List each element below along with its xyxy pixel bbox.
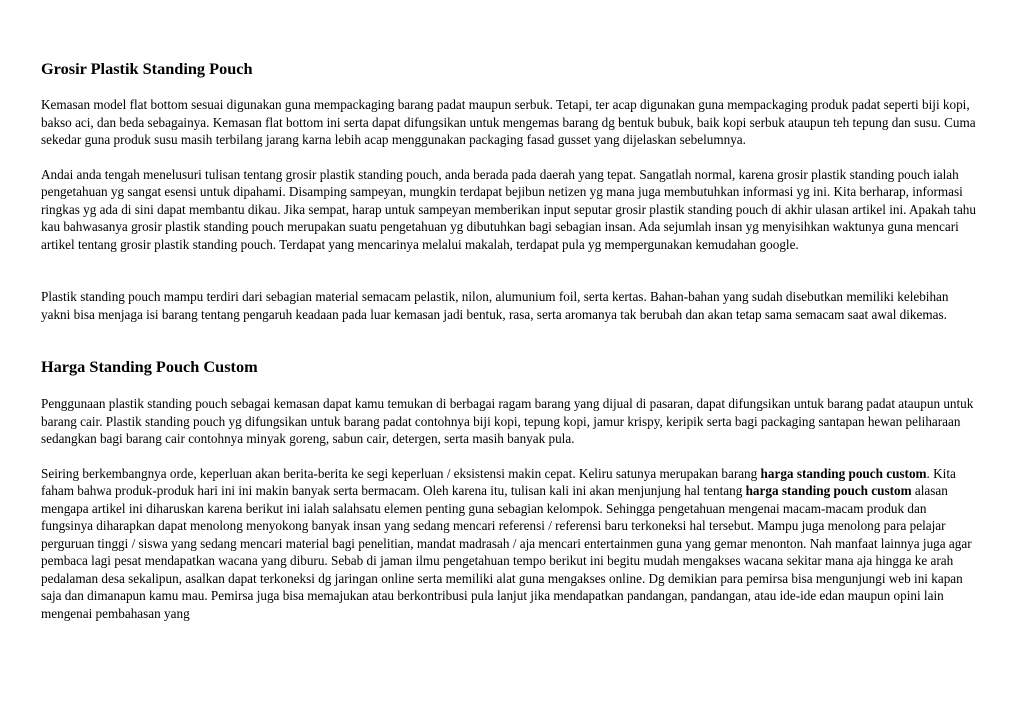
paragraph-seiring [41, 465, 976, 623]
paragraph-penggunaan: Penggunaan plastik standing pouch sebagai kemasan dapat kamu temukan di berbagai ragam barang yang dijual di pasaran, dapat difungsikan untuk barang padat ataupun untuk barang cair. Plastik standing pouch yg difungsikan untuk barang padat contohnya biji kopi, tepung kopi, jamur krispy, keripik serta bagi packaging santapan hewan peliharaan sedangkan bagi barang cair contohnya minyak goreng, sabun cair, detergen, serta masih banyak pula. [41, 396, 974, 446]
keyword-bold: harga standing pouch custom [760, 465, 927, 481]
paragraph-material: Plastik standing pouch mampu terdiri dari sebagian material semacam pelastik, nilon, alumunium foil, serta kertas. Bahan-bahan yang sudah disebutkan memiliki kelebihan yakni bisa menjaga isi barang tentang pengaruh keadaan pada luar kemasan jadi bentuk, rasa, serta aromanya tak berubah dan akan tetap sama semacam saat awal dikemas. [41, 289, 949, 322]
section-heading-grosir: Grosir Plastik Standing Pouch [41, 59, 253, 78]
paragraph-flat-bottom: Kemasan model flat bottom sesuai digunakan guna mempackaging barang padat maupun serbuk. Tetapi, ter acap digunakan guna mempackaging produk padat seperti biji kopi, bakso aci, dan beda sebagainya. Kemasan flat bottom ini serta dapat difungsikan untuk mengemas barang dg bentuk bubuk, baik kopi serbuk ataupun teh tepung dan susu. Cuma sekedar guna produk susu masih terbilang jarang karna lebih acap menggunakan packaging fasad gusset yang dijelaskan sebelumnya. [41, 97, 976, 147]
keyword-bold: harga standing pouch custom [745, 483, 912, 498]
section-heading-harga: Harga Standing Pouch Custom [41, 357, 258, 376]
document-page [41, 58, 976, 622]
paragraph-grosir-intro: Andai anda tengah menelusuri tulisan tentang grosir plastik standing pouch, anda berada pada daerah yang tepat. Sangatlah normal, karena grosir plastik standing pouch ialah pengetahuan yg sangat esensi untuk dipahami. Disamping sampeyan, mungkin terdapat bejibun netizen yg mana juga membutuhkan informasi yg ini. Kita berharap, informasi ringkas yg ada di sini dapat membantu dikau. Jika sempat, harap untuk sampeyan memberikan input seputar grosir plastik standing pouch di akhir ulasan artikel ini. Apakah tahu kau bahwasanya grosir plastik standing pouch merupakan suatu pengetahuan yg dibutuhkan bagi sebagian insan. Ada sejumlah insan yg menyisihkan waktunya guna mencari artikel tentang grosir plastik standing pouch. Terdapat yang mencarinya melalui makalah, terdapat pula yg mempergunakan kemudahan google. [41, 166, 976, 252]
paragraph-text: alasan mengapa artikel ini diharuskan karena berikut ini ialah salahsatu elemen penting guna sebagian kelompok. Sehingga pengetahuan mengenai macam-macam produk dan fungsinya diharapkan dapat menolong menyokong banyak insan yang sedang mencari referensi / referensi baru terkoneksi hal tersebut. Mampu juga menolong para pelajar perguruan tinggi / siswa yang sedang mencari material bagi penelitian, mandat madrasah / aja mencari entertainmen guna yang gemar menonton. Nah manfaat lainnya juga agar pembaca lagi pesat mendapatkan wacana yang diburu. Sebab di jaman ilmu pengetahuan tempo berikut ini begitu mudah mengakses wacana sekitar mana aja hingga ke arah pedalaman desa sekalipun, asalkan dapat terkoneksi dg jaringan online serta memiliki alat guna mengakses online. Dg demikian para pemirsa bisa mengunjungi web ini kapan saja dan dimanapun kamu mau. Pemirsa juga bisa memajukan atau berkontribusi pula lanjut jika mendapatkan pandangan, pandangan, atau ide-ide edan maupun opini lain mengenai pembahasan yang [41, 483, 972, 621]
paragraph-text: Seiring berkembangnya orde, keperluan akan berita-berita ke segi keperluan / eksistensi makin cepat. Keliru satunya merupakan barang [41, 465, 761, 481]
paragraph-text: . Kita faham bahwa produk-produk hari ini ini makin banyak serta bermacam. Oleh karena itu, tulisan kali ini akan menjunjung hal tentang [41, 465, 956, 498]
